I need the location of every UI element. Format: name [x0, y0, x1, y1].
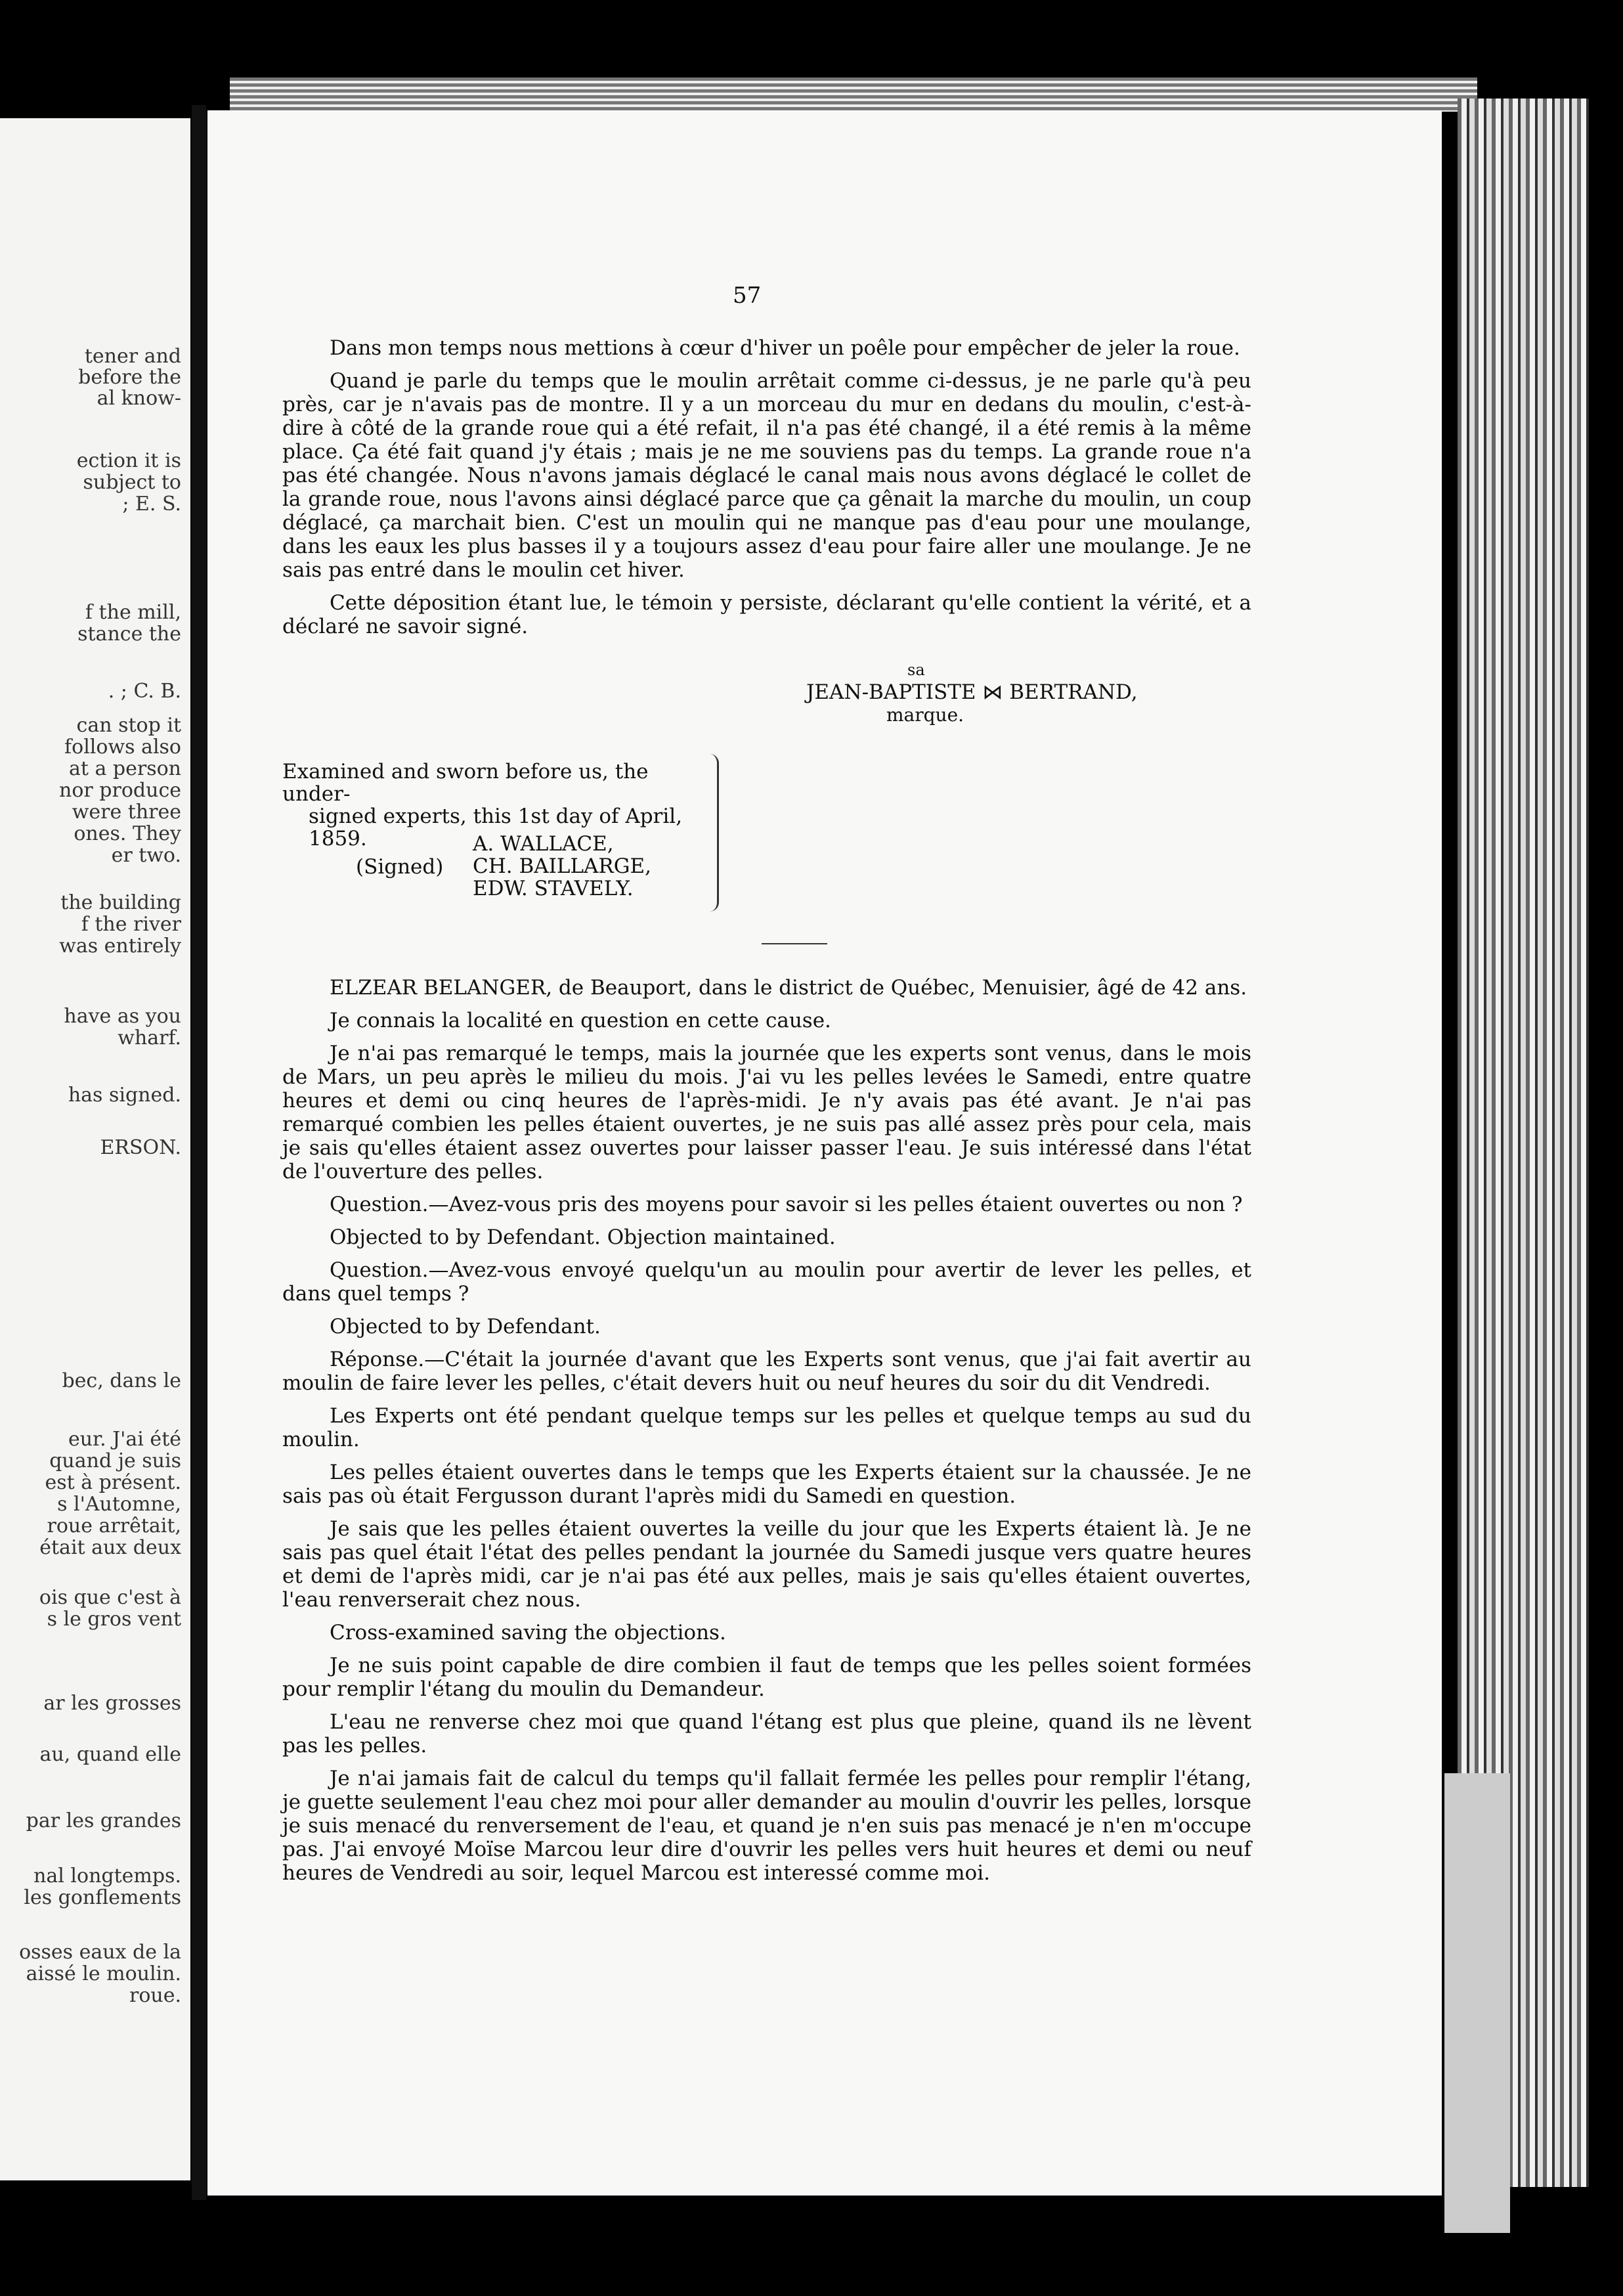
left-text-line: can stop it: [76, 714, 181, 737]
signature-name: JEAN-BAPTISTE ⋈ BERTRAND,: [806, 680, 1138, 704]
left-text-line: était aux deux: [39, 1536, 181, 1559]
left-text-line: les gonflements: [24, 1886, 181, 1909]
page-number: 57: [733, 282, 762, 309]
paragraph: Cross-examined saving the objections.: [330, 1621, 726, 1645]
left-text-line: were three: [72, 801, 181, 824]
left-text-line: ois que c'est à: [39, 1586, 181, 1609]
paragraph: L'eau ne renverse chez moi que quand l'étang est plus que pleine, quand ils ne lèvent pas les pelles.: [282, 1710, 1251, 1757]
adjacent-left-page: [0, 118, 190, 2180]
left-text-line: roue arrêtait,: [47, 1514, 181, 1537]
expert-names: [356, 833, 651, 900]
expert-name: A. WALLACE,: [473, 832, 614, 856]
signature-sa: sa: [907, 661, 925, 679]
book-gutter: [192, 105, 206, 2200]
left-text-line: par les grandes: [26, 1809, 181, 1832]
signed-label: (Signed): [356, 855, 444, 879]
bookmark-ribbon: [1444, 1773, 1510, 2233]
paragraph: Je connais la localité en question en cette cause.: [330, 1009, 831, 1032]
left-text-line: have as you: [64, 1005, 181, 1028]
left-text-line: tener and: [84, 345, 181, 368]
left-text-line: roue.: [129, 1984, 181, 2007]
left-text-line: ection it is: [76, 449, 181, 472]
left-text-line: osses eaux de la: [19, 1941, 181, 1964]
left-text-line: the building: [60, 891, 181, 914]
left-text-line: follows also: [64, 736, 181, 759]
document-page: [207, 110, 1442, 2196]
left-text-line: eur. J'ai été: [68, 1428, 181, 1451]
expert-name: EDW. STAVELY.: [473, 877, 634, 900]
left-text-line: aissé le moulin.: [26, 1962, 181, 1985]
left-text-line: f the mill,: [85, 601, 181, 624]
paragraph: Objected to by Defendant.: [330, 1315, 601, 1338]
paragraph: Cette déposition étant lue, le témoin y persiste, déclarant qu'elle contient la vérité, et a déclaré ne savoir signé.: [282, 591, 1251, 638]
left-text-line: ones. They: [74, 822, 181, 845]
expert-name: CH. BAILLARGE,: [473, 854, 652, 878]
section-rule: [762, 943, 827, 944]
left-text-line: ar les grosses: [43, 1692, 181, 1715]
paragraph: Dans mon temps nous mettions à cœur d'hiver un poêle pour empêcher de jeler la roue.: [330, 336, 1240, 360]
left-text-line: s le gros vent: [47, 1608, 181, 1631]
left-text-line: f the river: [81, 913, 181, 936]
examined-line: Examined and sworn before us, the under-: [282, 760, 649, 806]
left-text-line: was entirely: [59, 935, 181, 958]
paragraph: Objected to by Defendant. Objection maintained.: [330, 1225, 836, 1249]
paragraph: Je n'ai pas remarqué le temps, mais la journée que les experts sont venus, dans le mois de Mars, un peu après le milieu du mois. J'ai vu les pelles levées le Samedi, entre quatre heures et demi ou cinq heures de l'après-midi. Je n'y avais pas été avant. Je n'ai pas remarqué combien les pelles étaient ouvertes, je ne suis pas allé assez près pour cela, mais je sais qu'elles étaient assez ouvertes pour laisser passer l'eau. Je suis intéressé dans l'état de l'ouverture des pelles.: [282, 1042, 1251, 1183]
examined-line: 1859.: [309, 827, 367, 850]
examined-line: signed experts, this 1st day of April,: [309, 805, 683, 828]
signature-marque: marque.: [886, 704, 964, 726]
paragraph: Question.—Avez-vous envoyé quelqu'un au moulin pour avertir de lever les pelles, et dans quel temps ?: [282, 1258, 1251, 1306]
paragraph: Je n'ai jamais fait de calcul du temps qu'il fallait fermée les pelles pour remplir l'étang, je guette seulement l'eau chez moi pour aller demander au moulin d'ouvrir les pelles, lorsque je suis menacé du renversement de l'eau, et quand je n'en suis pas menacé je n'en m'occupe pas. J'ai envoyé Moïse Marcou leur dire d'ouvrir les pelles vers huit heures et demi ou neuf heures de Vendredi au soir, lequel Marcou est interessé comme moi.: [282, 1767, 1251, 1885]
left-text-line: bec, dans le: [62, 1369, 181, 1392]
left-text-line: at a person: [69, 757, 181, 780]
paragraph: Réponse.—C'était la journée d'avant que les Experts sont venus, que j'ai fait avertir au moulin de faire lever les pelles, c'était devers huit ou neuf heures du soir du dit Vendredi.: [282, 1348, 1251, 1395]
left-text-line: nor produce: [59, 779, 181, 802]
left-text-line: has signed.: [68, 1084, 181, 1107]
paragraph: Les Experts ont été pendant quelque temps sur les pelles et quelque temps au sud du moulin.: [282, 1404, 1251, 1451]
left-text-line: quand je suis: [49, 1449, 181, 1472]
brace: [706, 754, 719, 912]
paragraph: Je ne suis point capable de dire combien il faut de temps que les pelles soient formées pour remplir l'étang du moulin du Demandeur.: [282, 1654, 1251, 1701]
left-text-line: subject to: [83, 471, 181, 494]
left-text-line: stance the: [77, 623, 181, 646]
left-text-line: est à présent.: [45, 1471, 181, 1494]
left-text-line: before the: [78, 366, 181, 389]
deposition-top-block: [282, 336, 1251, 638]
left-text-line: wharf.: [118, 1027, 181, 1049]
left-text-line: ERSON.: [100, 1136, 181, 1159]
left-text-line: au, quand elle: [39, 1743, 181, 1766]
belanger-deposition: [282, 976, 1251, 1885]
left-text-line: . ; C. B.: [108, 680, 181, 703]
paragraph: Les pelles étaient ouvertes dans le temps que les Experts étaient sur la chaussée. Je ne sais pas où était Fergusson durant l'après midi du Samedi en question.: [282, 1461, 1251, 1508]
paragraph: Question.—Avez-vous pris des moyens pour savoir si les pelles étaient ouvertes ou non ?: [330, 1193, 1243, 1216]
left-text-line: ; E. S.: [122, 493, 181, 516]
page-stack-top-edge: [230, 77, 1477, 112]
left-text-line: s l'Automne,: [57, 1493, 181, 1516]
paragraph: ELZEAR BELANGER, de Beauport, dans le district de Québec, Menuisier, âgé de 42 ans.: [330, 976, 1247, 1000]
left-text-line: er two.: [111, 844, 181, 867]
left-text-line: nal longtemps.: [33, 1865, 181, 1888]
paragraph: Je sais que les pelles étaient ouvertes la veille du jour que les Experts étaient là. Je ne sais pas quel était l'état des pelles pendant la journée du Samedi jusque vers quatre heures et demi de l'après midi, car je n'ai pas été aux pelles, mais je sais qu'elles étaient ouvertes, l'eau renverserait chez nous.: [282, 1517, 1251, 1612]
left-text-line: al know-: [97, 387, 181, 410]
paragraph: Quand je parle du temps que le moulin arrêtait comme ci-dessus, je ne parle qu'à peu près, car je n'avais pas de montre. Il y a un morceau du mur en dedans du moulin, c'est-à-dire à côté de la grande roue qui a été refait, il n'a pas été changé, il a été remis à la même place. Ça été fait quand j'y étais ; mais je ne me souviens pas du temps. La grande roue n'a pas été changée. Nous n'avons jamais déglacé le canal mais nous avons déglacé le collet de la grande roue, nous l'avons ainsi déglacé parce que ça gênait la marche du moulin, un coup déglacé, ça marchait bien. C'est un moulin qui ne manque pas d'eau pour une moulange, dans les eaux les plus basses il y a toujours assez d'eau pour faire aller une moulange. Je ne sais pas entré dans le moulin cet hiver.: [282, 369, 1251, 582]
